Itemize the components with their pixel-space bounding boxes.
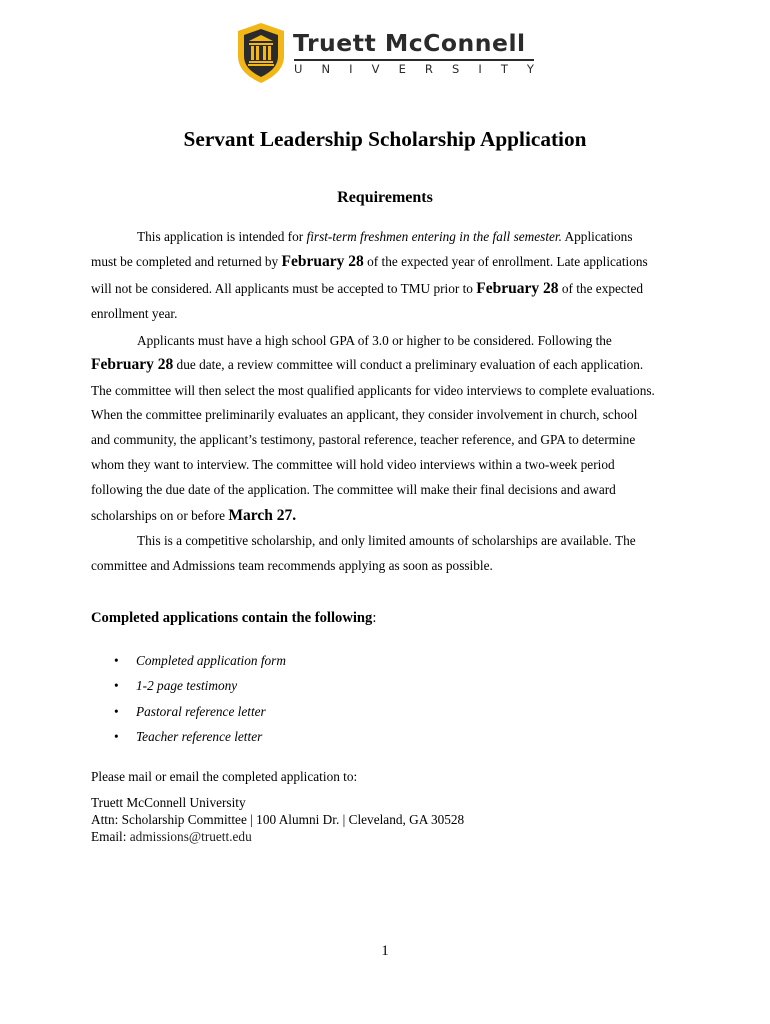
logo-subtitle: U N I V E R S I T Y (294, 62, 534, 76)
paragraph-line: This is a competitive scholarship, and only limited amounts of scholarships are available. The (137, 533, 636, 548)
paragraph-line: Applicants must have a high school GPA of 3.0 or higher to be considered. Following the (137, 333, 612, 348)
mail-instructions: Please mail or email the completed application to: (91, 769, 358, 784)
page-number: 1 (381, 943, 389, 959)
list-item: 1-2 page testimony (136, 678, 238, 693)
paragraph-line: scholarships on or before March 27. (91, 507, 297, 524)
address-name: Truett McConnell University (91, 795, 246, 810)
paragraph-line: enrollment year. (91, 306, 178, 321)
paragraph-line: When the committee preliminarily evaluates an applicant, they consider involvement in church, school (91, 407, 638, 422)
paragraph-line: whom they want to interview. The committee will hold video interviews within a two-week period (91, 457, 615, 472)
paragraph-line: committee and Admissions team recommends applying as soon as possible. (91, 558, 493, 573)
paragraph-line: must be completed and returned by February 28 of the expected year of enrollment. Late applications (91, 253, 648, 270)
page-title: Servant Leadership Scholarship Application (183, 127, 587, 151)
list-item: Pastoral reference letter (136, 704, 266, 719)
columns-shield-icon (236, 22, 286, 84)
paragraph-line: will not be considered. All applicants must be accepted to TMU prior to February 28 of the expected (91, 280, 644, 297)
paragraph-line: following the due date of the application. The committee will make their final decisions and award (91, 482, 616, 497)
list-item: Teacher reference letter (136, 729, 263, 744)
paragraph-line: This application is intended for first-term freshmen entering in the fall semester. Applications (137, 229, 633, 244)
logo-wordmark: Truett McConnell (293, 29, 526, 57)
address-line: Attn: Scholarship Committee | 100 Alumni Dr. | Cleveland, GA 30528 (91, 812, 465, 827)
list-item: Completed application form (136, 653, 286, 668)
logo-divider (294, 59, 534, 61)
bullet-icon: • (114, 729, 119, 744)
email-link[interactable]: admissions@truett.edu (129, 829, 252, 844)
contents-heading: Completed applications contain the following: (91, 610, 377, 626)
paragraph-line: February 28 due date, a review committee will conduct a preliminary evaluation of each application. (91, 356, 644, 373)
bullet-icon: • (114, 653, 119, 668)
bullet-icon: • (114, 678, 119, 693)
paragraph-line: The committee will then select the most qualified applicants for video interviews to complete evaluations. (91, 383, 655, 398)
email-line: Email: admissions@truett.edu (91, 829, 252, 844)
bullet-icon: • (114, 704, 119, 719)
university-logo (236, 22, 536, 86)
paragraph-line: and community, the applicant’s testimony, pastoral reference, teacher reference, and GPA to determine (91, 432, 636, 447)
requirements-heading: Requirements (337, 189, 433, 206)
